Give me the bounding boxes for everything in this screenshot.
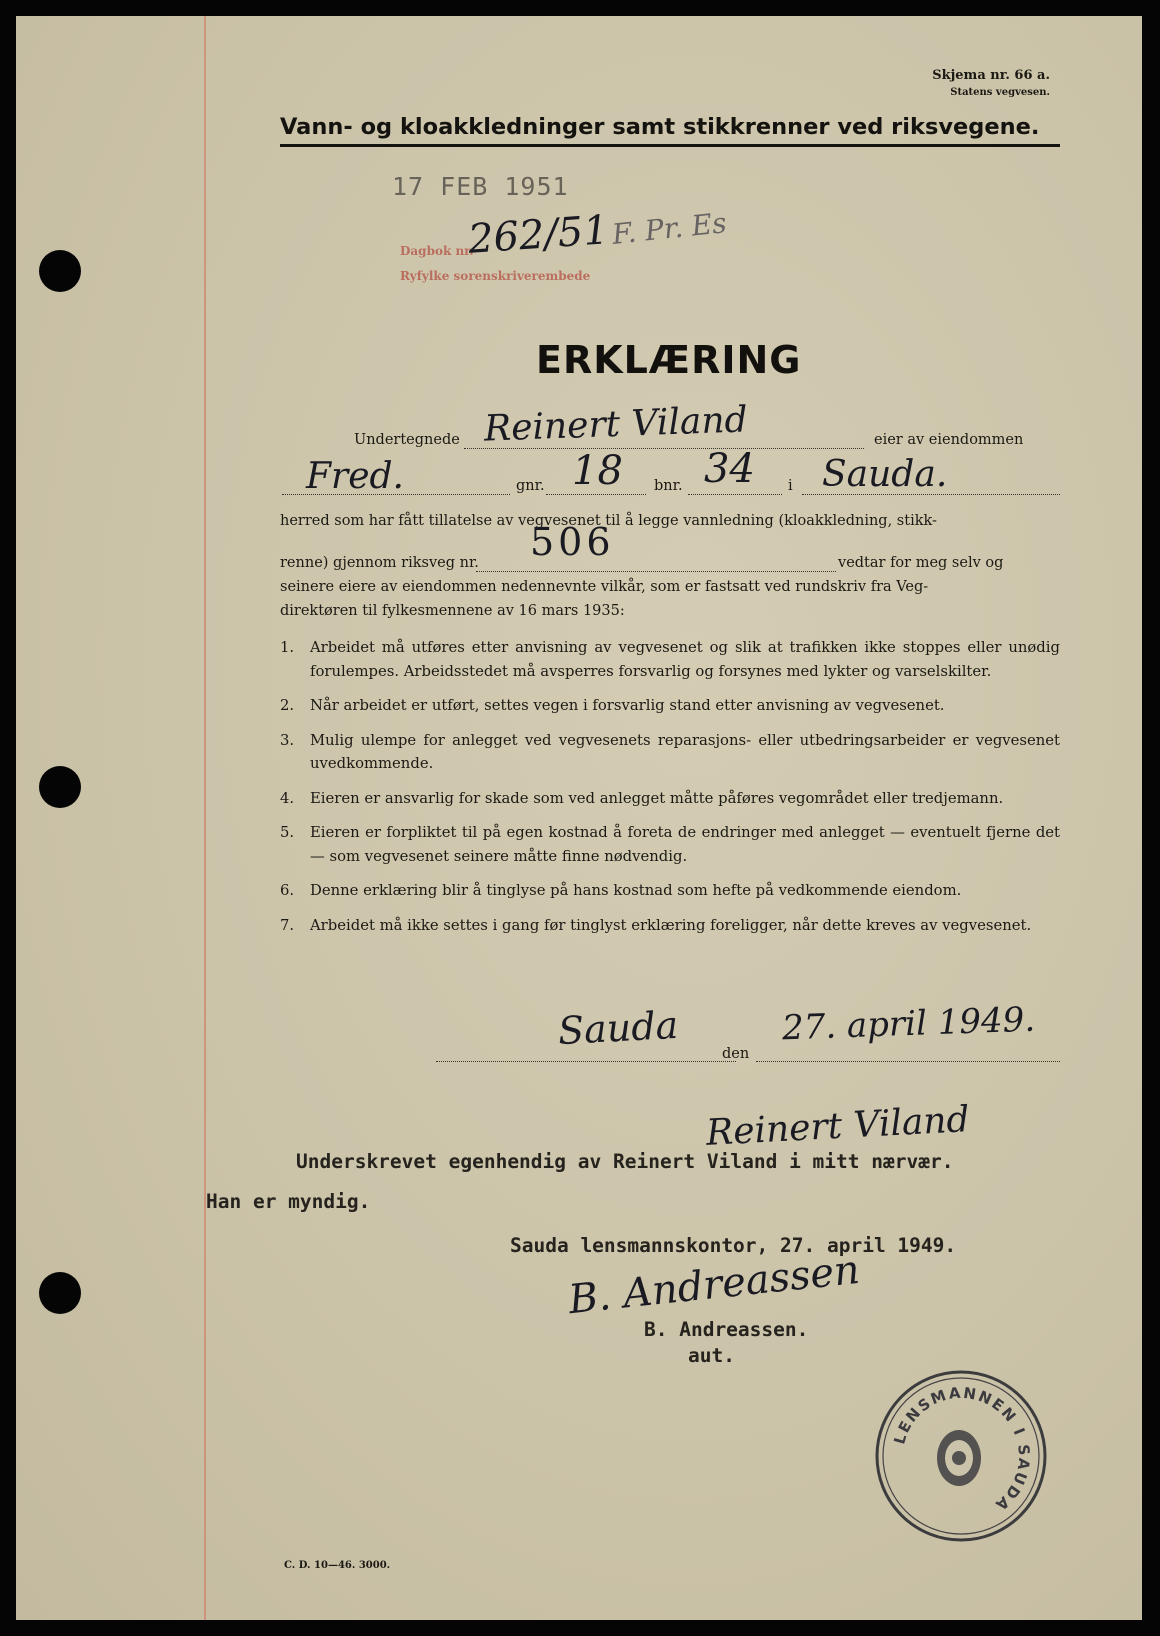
journal-stamp-label: Dagbok nr. — [400, 244, 474, 258]
condition-item — [280, 879, 1060, 903]
punch-hole — [39, 766, 81, 808]
gnr-label: gnr. — [516, 478, 545, 494]
condition-number: 6. — [280, 882, 295, 899]
road-tail: vedtar for meg selv og — [838, 555, 1004, 571]
gnr-dotted-line — [546, 494, 646, 495]
place-dotted-line — [436, 1061, 736, 1062]
journal-note: F. Pr. Es — [610, 206, 729, 251]
declaration-text-3: direktøren til fylkesmennene av 16 mars 1935: — [280, 603, 625, 619]
seal-emblem — [937, 1430, 981, 1486]
office-stamp: Ryfylke sorenskriverembede — [400, 269, 591, 283]
den-label: den — [722, 1046, 750, 1062]
road-dotted-line — [476, 571, 836, 572]
undersigned-name-handwritten: Reinert Viland — [483, 399, 749, 450]
condition-text: Eieren er ansvarlig for skade som ved anlegget måtte påføres vegområdet eller tredjemann. — [310, 789, 1004, 807]
undersigned-label: Undertegnede — [354, 432, 460, 448]
condition-item — [280, 914, 1060, 938]
condition-number: 3. — [280, 731, 295, 749]
condition-number: 5. — [280, 824, 295, 841]
declarant-signature: Reinert Viland — [705, 1099, 971, 1154]
received-date-stamp: 17 FEB 1951 — [392, 172, 569, 201]
officer-signature: B. Andreassen — [566, 1246, 862, 1324]
condition-text: Mulig ulempe for anlegget ved vegvesenets reparasjons- eller utbedringsarbeider er vegvesenet uvedkommende. — [310, 731, 1060, 772]
attestation-line-1: Underskrevet egenhendig av Reinert Viland i mitt nærvær. — [296, 1150, 954, 1173]
document-page — [16, 16, 1142, 1620]
bnr-handwritten: 34 — [704, 446, 755, 492]
condition-text: Når arbeidet er utført, settes vegen i forsvarlig stand etter anvisning av vegvesenet. — [310, 697, 945, 714]
condition-item — [280, 821, 1060, 868]
schema-organization: Statens vegvesen. — [950, 87, 1050, 98]
condition-item — [280, 787, 1060, 811]
condition-text: Denne erklæring blir å tinglyse på hans kostnad som hefte på vedkommende eiendom. — [310, 882, 962, 899]
condition-text: Eieren er forpliktet til på egen kostnad å foreta de endringer med anlegget — eventuelt fjerne det — som vegvesenet seinere måtte finne nødvendig. — [310, 824, 1060, 865]
property-name-handwritten: Fred. — [306, 456, 404, 497]
signing-date-handwritten: 27. april 1949. — [781, 999, 1036, 1049]
punch-hole — [39, 1272, 81, 1314]
punch-hole — [39, 250, 81, 292]
condition-item — [280, 729, 1060, 776]
condition-number: 1. — [280, 639, 295, 656]
journal-number: 262/51 — [466, 207, 611, 263]
attestation-line-2: Han er myndig. — [206, 1190, 371, 1213]
road-number-handwritten: 506 — [530, 520, 615, 564]
attestation-place-date: Sauda lensmannskontor, 27. april 1949. — [510, 1234, 957, 1257]
officer-title: aut. — [688, 1344, 735, 1367]
document-title: Vann- og kloakkledninger samt stikkrenner ved riksvegene. — [280, 114, 1060, 147]
bnr-dotted-line — [688, 494, 782, 495]
bnr-label: bnr. — [654, 478, 683, 494]
owner-label: eier av eiendommen — [874, 432, 1024, 448]
margin-line — [204, 16, 206, 1620]
officer-name: B. Andreassen. — [644, 1318, 809, 1341]
signing-place-handwritten: Sauda — [556, 1002, 680, 1054]
document-heading: ERKLÆRING — [536, 338, 802, 382]
condition-number: 7. — [280, 916, 295, 934]
condition-item — [280, 636, 1060, 683]
gnr-handwritten: 18 — [572, 448, 623, 494]
municipality-handwritten: Sauda. — [822, 454, 948, 495]
schema-number: Skjema nr. 66 a. — [932, 68, 1050, 83]
declaration-text-2: seinere eiere av eiendommen nedennevnte vilkår, som er fastsatt ved rundskriv fra Veg- — [280, 579, 929, 595]
condition-text: Arbeidet må utføres etter anvisning av vegvesenet og slik at trafikken ikke stoppes eller unødig forulempes. Arbeidsstedet må avsperres forsvarlig og forsynes med lykter og varselskilter. — [310, 639, 1060, 680]
date-dotted-line — [756, 1061, 1060, 1062]
conditions-list — [280, 636, 1060, 948]
condition-number: 4. — [280, 789, 295, 807]
official-seal — [871, 1366, 1051, 1546]
schema-reference — [932, 68, 1050, 98]
condition-text: Arbeidet må ikke settes i gang før tinglyst erklæring foreligger, når dette kreves av vegvesenet. — [310, 916, 1032, 934]
road-label: renne) gjennom riksveg nr. — [280, 555, 479, 571]
print-reference: C. D. 10—46. 3000. — [284, 1560, 391, 1571]
condition-number: 2. — [280, 697, 295, 714]
in-label: i — [788, 478, 793, 494]
seal-text: LENSMANNEN I SAUDA — [890, 1383, 1034, 1516]
declaration-text-1: herred som har fått tillatelse av vegvesenet til å legge vannledning (kloakkledning, stikk- — [280, 513, 937, 529]
condition-item — [280, 694, 1060, 718]
